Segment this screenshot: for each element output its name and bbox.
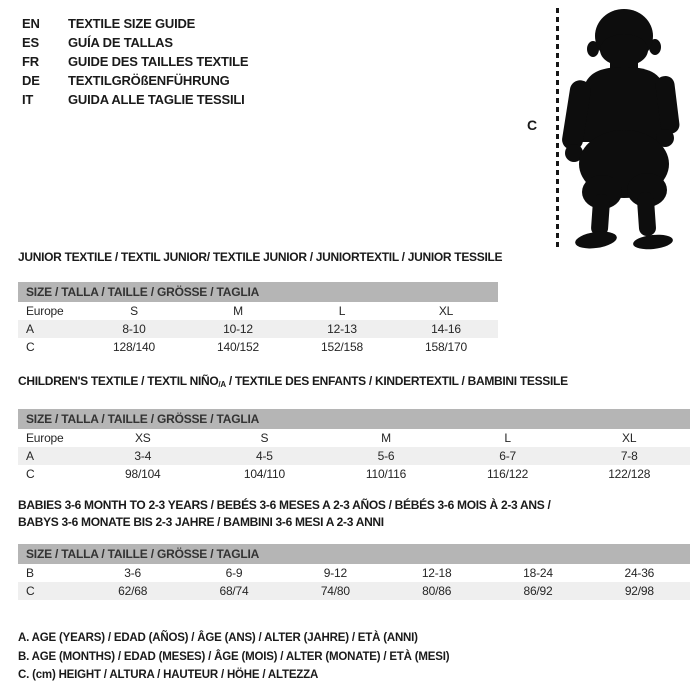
- row-label: C: [26, 340, 35, 354]
- size-header-bar: SIZE / TALLA / TAILLE / GRÖSSE / TAGLIA: [18, 409, 690, 429]
- footnote-b: B. AGE (MONTHS) / EDAD (MESES) / ÂGE (MOIS) / ALTER (MONATE) / ETÀ (MESI): [18, 650, 450, 663]
- table-cell: 68/74: [219, 584, 249, 598]
- table-cell: 3-6: [124, 566, 142, 580]
- table-cell: 12-18: [421, 566, 452, 580]
- babies-table-title: [18, 497, 690, 530]
- table-cell: 10-12: [223, 322, 253, 336]
- language-code: DE: [22, 73, 40, 88]
- height-measure-line: [556, 8, 559, 248]
- baby-silhouette: [560, 6, 692, 250]
- table-cell: 7-8: [620, 449, 638, 463]
- table-cell: 3-4: [134, 449, 152, 463]
- language-row: [22, 71, 248, 90]
- language-title: TEXTILE SIZE GUIDE: [68, 16, 196, 31]
- language-row: [22, 14, 248, 33]
- table-row: [18, 564, 690, 582]
- table-row: [18, 429, 690, 447]
- table-cell: 6-7: [499, 449, 516, 463]
- footnote-c: C. (cm) HEIGHT / ALTURA / HAUTEUR / HÖHE / ALTEZZA: [18, 669, 319, 681]
- height-measure-label: C: [527, 117, 538, 133]
- language-code: FR: [22, 54, 39, 69]
- table-cell: 74/80: [320, 584, 350, 598]
- table-row: [18, 338, 498, 356]
- table-cell: 104/110: [243, 467, 285, 481]
- table-cell: 158/170: [425, 340, 467, 354]
- row-label: A: [26, 322, 34, 336]
- language-title: GUÍA DE TALLAS: [68, 35, 173, 50]
- table-cell: 116/122: [487, 467, 529, 481]
- junior-textile-table: [18, 250, 503, 356]
- table-cell: 18-24: [523, 566, 553, 580]
- language-title: GUIDE DES TAILLES TEXTILE: [68, 54, 249, 69]
- language-code: ES: [22, 35, 39, 50]
- table-cell: 110/116: [365, 467, 407, 481]
- table-cell: 98/104: [125, 467, 161, 481]
- table-row: [18, 582, 690, 600]
- table-cell: L: [338, 304, 346, 318]
- table-cell: 8-10: [122, 322, 146, 336]
- table-cell: 128/140: [113, 340, 155, 354]
- language-row: [22, 52, 248, 71]
- children-title-suffix: / TEXTILE DES ENFANTS / KINDERTEXTIL / BAMBINI TESSILE: [225, 374, 568, 388]
- table-row: [18, 465, 690, 483]
- row-label: Europe: [26, 304, 64, 318]
- row-label: B: [26, 566, 34, 580]
- footnotes: [18, 629, 449, 685]
- table-cell: XL: [438, 304, 454, 318]
- footnote-a: A. AGE (YEARS) / EDAD (AÑOS) / ÂGE (ANS) / ALTER (JAHRE) / ETÀ (ANNI): [18, 632, 418, 644]
- size-header-bar: SIZE / TALLA / TAILLE / GRÖSSE / TAGLIA: [18, 282, 498, 302]
- language-code: IT: [22, 92, 34, 107]
- table-cell: 62/68: [118, 584, 148, 598]
- table-cell: 86/92: [523, 584, 553, 598]
- children-title-prefix: CHILDREN'S TEXTILE / TEXTIL NIÑO: [18, 374, 219, 388]
- table-cell: M: [381, 431, 391, 445]
- table-cell: 6-9: [225, 566, 243, 580]
- table-cell: 12-13: [327, 322, 357, 336]
- table-cell: 140/152: [217, 340, 259, 354]
- table-row: [18, 302, 498, 320]
- babies-title-line2: BABYS 3-6 MONATE BIS 2-3 JAHRE / BAMBINI 3-6 MESI A 2-3 ANNI: [18, 514, 384, 529]
- table-cell: 5-6: [377, 449, 395, 463]
- table-cell: M: [233, 304, 243, 318]
- table-cell: 92/98: [624, 584, 654, 598]
- table-cell: XL: [622, 431, 637, 445]
- table-cell: S: [260, 431, 269, 445]
- table-cell: 4-5: [256, 449, 273, 463]
- language-row: [22, 33, 248, 52]
- table-cell: S: [130, 304, 138, 318]
- row-label: C: [26, 467, 35, 481]
- table-cell: 14-16: [431, 322, 461, 336]
- children-textile-table: [18, 374, 690, 483]
- children-title-subscript: /A: [218, 380, 226, 389]
- babies-textile-table: [18, 497, 690, 600]
- table-cell: 122/128: [608, 467, 651, 481]
- language-title: TEXTILGRÖßENFÜHRUNG: [68, 73, 230, 88]
- table-cell: 24-36: [624, 566, 655, 580]
- table-cell: 80/86: [422, 584, 452, 598]
- children-table-title: [18, 374, 690, 392]
- row-label: C: [26, 584, 35, 598]
- table-cell: XS: [134, 431, 151, 445]
- junior-table-title: JUNIOR TEXTILE / TEXTIL JUNIOR/ TEXTILE JUNIOR / JUNIORTEXTIL / JUNIOR TESSILE: [18, 250, 503, 264]
- table-row: [18, 447, 690, 465]
- language-list: [22, 14, 248, 109]
- babies-title-line1: BABIES 3-6 MONTH TO 2-3 YEARS / BEBÉS 3-6 MESES A 2-3 AÑOS / BÉBÉS 3-6 MOIS À 2-3 ANS /: [18, 498, 551, 512]
- table-cell: 9-12: [323, 566, 347, 580]
- language-title: GUIDA ALLE TAGLIE TESSILI: [68, 92, 245, 107]
- language-code: EN: [22, 16, 40, 31]
- table-row: [18, 320, 498, 338]
- table-cell: 152/158: [321, 340, 363, 354]
- row-label: A: [26, 449, 34, 463]
- size-header-bar: SIZE / TALLA / TAILLE / GRÖSSE / TAGLIA: [18, 544, 690, 564]
- language-row: [22, 90, 248, 109]
- table-cell: L: [504, 431, 511, 445]
- row-label: Europe: [26, 431, 64, 445]
